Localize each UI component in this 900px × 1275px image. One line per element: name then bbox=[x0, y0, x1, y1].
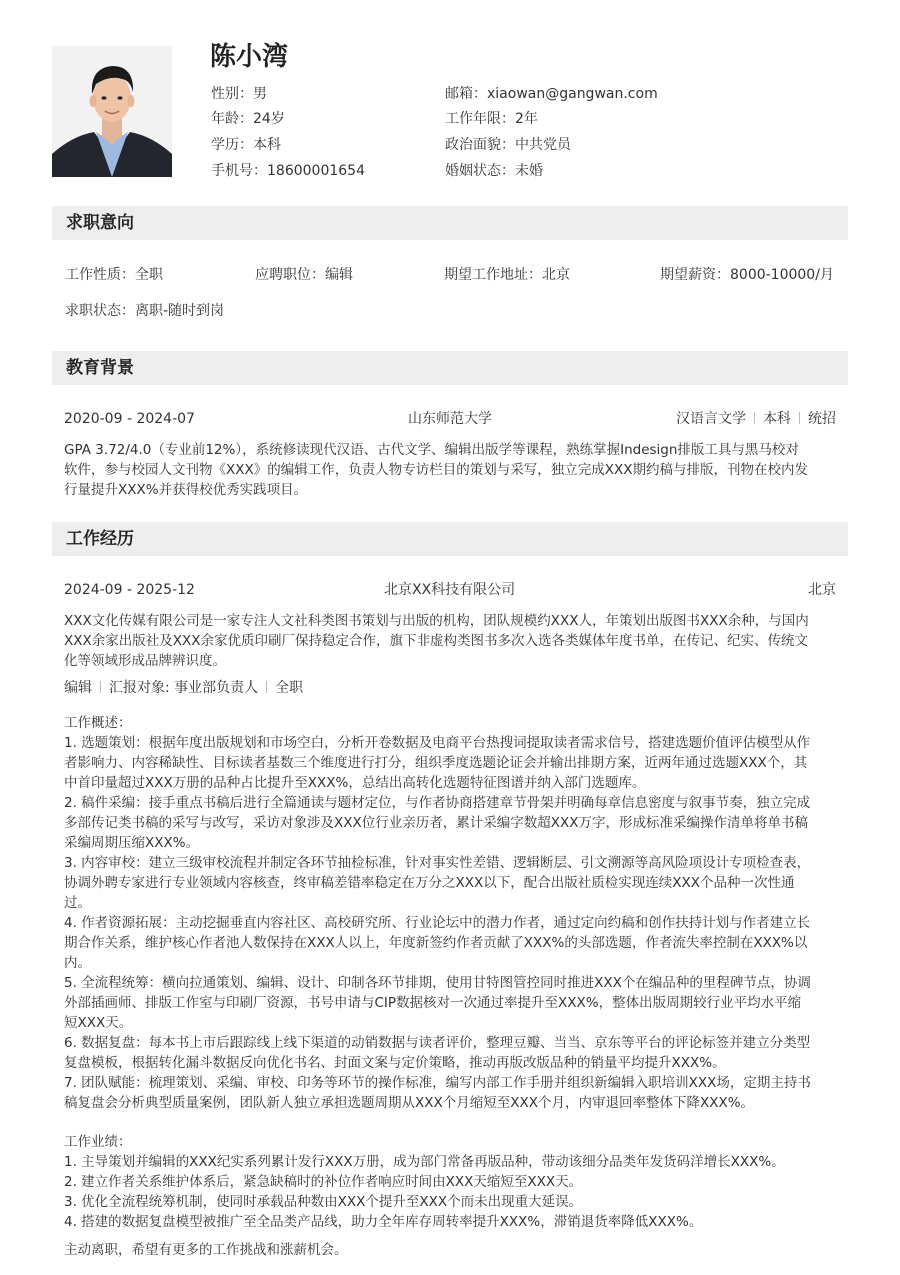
section-title: 求职意向 bbox=[66, 213, 134, 233]
work-overview: 工作概述： 1. 选题策划：根据年度出版规划和市场空白，分析开卷数据及电商平台热搜词提取读者需求信号，搭建选题价值评估模型从作 者影响力、内容稀缺性、目标读者基数三个维度进行打分，组织季度选题论证会并输出排期方案，近两年通过选题XXX个，其 中首印量超过XXX万册的品种占比提升至XXX%，总结出高转化选题特征图谱并纳入部门选题库。 2. 稿件采编：接手重点书稿后进行全篇通读与题材定位，与作者协商搭建章节骨架并明确每章信息密度与叙事节奏，独立完成 多部传记类书稿的采写与改写，采访对象涉及XXX位行业亲历者，累计采编字数超XXX万字，形成标准采编操作清单将单书稿 采编周期压缩XXX%。 3. 内容审校：建立三级审校流程并制定各环节抽检标准，针对事实性差错、逻辑断层、引文溯源等高风险项设计专项检查表， 协调外聘专家进行专业领域内容核查，终审稿差错率稳定在万分之XXX以下，配合出版社质检实现连续XXX个品种一次性通 过。 4. 作者资源拓展：主动挖掘垂直内容社区、高校研究所、行业论坛中的潜力作者，通过定向约稿和创作扶持计划与作者建立长 期合作关系，维护核心作者池人数保持在XXX人以上，年度新签约作者贡献了XXX%的头部选题，作者流失率控制在XXX%以 内。 5. 全流程统筹：横向拉通策划、编辑、设计、印制各环节排期，使用甘特图管控同时推进XXX个在编品种的里程碑节点，协调 外部插画师、排版工作室与印刷厂资源，书号申请与CIP数据核对一次通过率提升至XXX%，整体出版周期较行业平均水平缩 短XXX天。 6. 数据复盘：每本书上市后跟踪线上线下渠道的动销数据与读者评价，整理豆瓣、当当、京东等平台的评论标签并建立分类型 复盘模板，根据转化漏斗数据反向优化书名、封面文案与定价策略，推动再版改版品种的销量平均提升XXX%。 7. 团队赋能：梳理策划、采编、审校、印务等环节的操作标准，编写内部工作手册并组织新编辑入职培训XXX场，定期主持书 稿复盘会分析典型质量案例，团队新人独立承担选题周期从XXX个月缩短至XXX个月，内审退回率整体下降XXX%。 bbox=[64, 715, 811, 1111]
info-marital-status: 婚姻状态：未婚 bbox=[445, 163, 543, 179]
education-description: GPA 3.72/4.0（专业前12%），系统修读现代汉语、古代文学、编辑出版学等课程，熟练掌握Indesign排版工具与黑马校对 软件，参与校园人文刊物《XXX》的编辑工作，负责人物专访栏目的策划与采写，独立完成XXX期约稿与排版，刊物在校内发 行量提升XXX%并获得校优秀实践项目。 bbox=[64, 442, 808, 498]
candidate-name: 陈小湾 bbox=[210, 42, 289, 72]
work-achievements: 工作业绩： 1. 主导策划并编辑的XXX纪实系列累计发行XXX万册，成为部门常备再版品种，带动该细分品类年发货码洋增长XXX%。 2. 建立作者关系维护体系后，紧急缺稿时的补位作者响应时间由XXX天缩短至XXX天。 3. 优化全流程统筹机制，使同时承载品种数由XXX个提升至XXX个而未出现重大延误。 4. 搭建的数据复盘模型被推广至全品类产品线，助力全年库存周转率提升XXX%，滞销退货率降低XXX%。 bbox=[64, 1134, 785, 1230]
info-education: 学历：本科 bbox=[211, 137, 281, 153]
section-title: 教育背景 bbox=[66, 358, 134, 378]
education-date: 2020-09 - 2024-07 bbox=[64, 411, 195, 427]
intent-position: 应聘职位：编辑 bbox=[255, 267, 353, 283]
info-gender: 性别：男 bbox=[211, 86, 267, 102]
intent-job-type: 工作性质：全职 bbox=[65, 267, 163, 283]
info-political-status: 政治面貌：中共党员 bbox=[445, 137, 571, 153]
work-date: 2024-09 - 2025-12 bbox=[64, 582, 195, 598]
intent-location: 期望工作地址：北京 bbox=[444, 267, 570, 283]
section-job-intent bbox=[52, 206, 848, 240]
info-age: 年龄：24岁 bbox=[211, 111, 285, 127]
info-email: 邮箱：xiaowan@gangwan.com bbox=[445, 86, 658, 102]
work-tags: 编辑 汇报对象: 事业部负责人 全职 bbox=[64, 680, 304, 696]
work-city: 北京 bbox=[808, 582, 836, 598]
avatar-icon bbox=[52, 46, 172, 177]
work-company: 北京XX科技有限公司 bbox=[384, 582, 516, 598]
profile-photo bbox=[52, 46, 172, 177]
education-school: 山东师范大学 bbox=[408, 411, 492, 427]
info-work-years: 工作年限：2年 bbox=[445, 111, 538, 127]
section-work-experience bbox=[52, 522, 848, 556]
education-tags: 汉语言文学 本科 统招 bbox=[676, 411, 836, 427]
section-title: 工作经历 bbox=[66, 529, 134, 549]
intent-salary: 期望薪资：8000-10000/月 bbox=[660, 267, 834, 283]
company-description: XXX文化传媒有限公司是一家专注人文社科类图书策划与出版的机构，团队规模约XXX人，年策划出版图书XXX余种，与国内 XXX余家出版社及XXX余家优质印刷厂保持稳定合作，旗下非虚构类图书多次入选各类媒体年度书单，在传记、纪实、传统文 化等领域形成品牌辨识度。 bbox=[64, 613, 809, 669]
intent-status: 求职状态：离职-随时到岗 bbox=[65, 303, 225, 319]
section-education bbox=[52, 351, 848, 385]
info-phone: 手机号：18600001654 bbox=[211, 163, 365, 179]
leaving-reason: 主动离职，希望有更多的工作挑战和涨薪机会。 bbox=[64, 1242, 348, 1258]
